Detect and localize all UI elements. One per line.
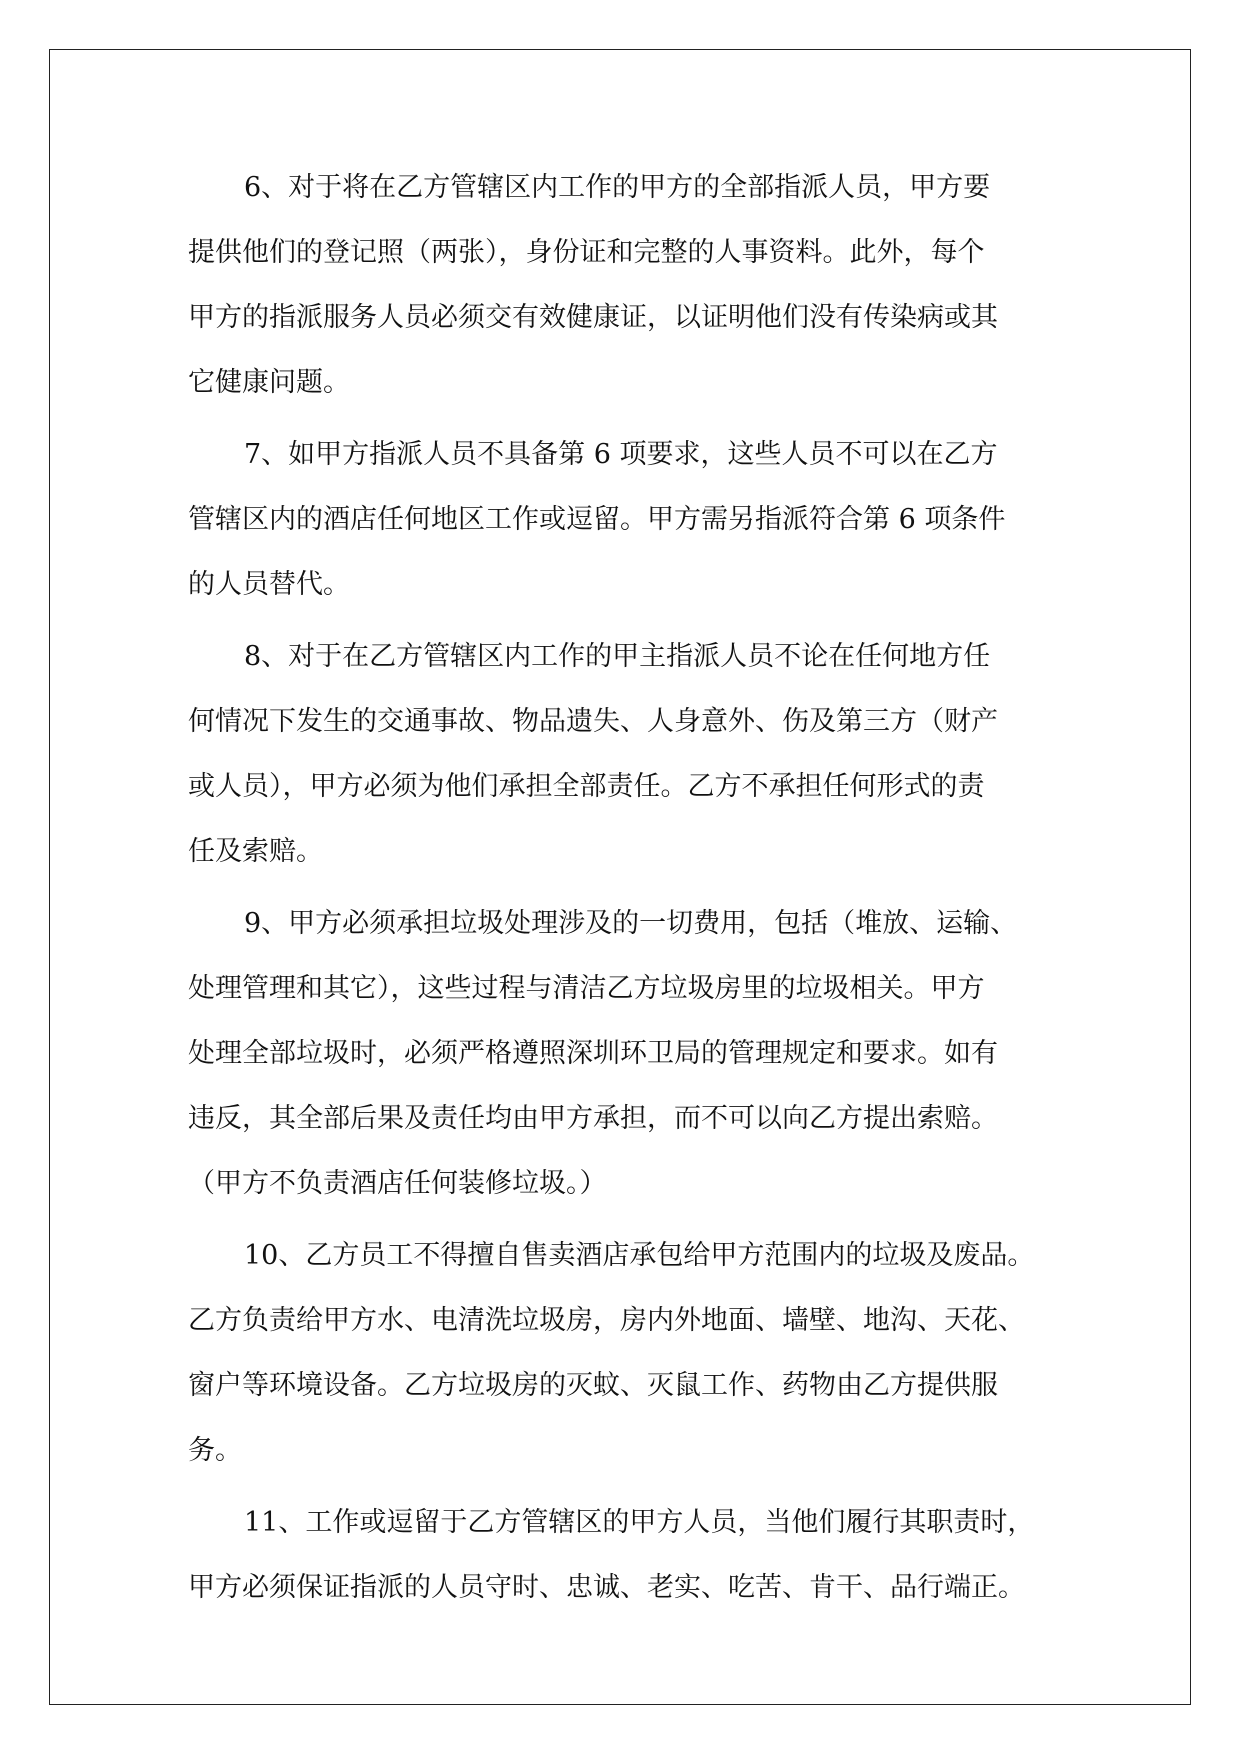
text-line: 7、如甲方指派人员不具备第 6 项要求，这些人员不可以在乙方 — [244, 439, 998, 470]
text-line: 提供他们的登记照（两张），身份证和完整的人事资料。此外，每个 — [188, 237, 985, 268]
text-line: 处理全部垃圾时，必须严格遵照深圳环卫局的管理规定和要求。如有 — [188, 1038, 998, 1069]
text-line: 任及索赔。 — [188, 836, 323, 867]
text-line: 的人员替代。 — [188, 569, 350, 600]
text-line: 或人员），甲方必须为他们承担全部责任。乙方不承担任何形式的责 — [188, 771, 985, 802]
text-line: 乙方负责给甲方水、电清洗垃圾房，房内外地面、墙壁、地沟、天花、 — [188, 1305, 1025, 1336]
text-line: 处理管理和其它），这些过程与清洁乙方垃圾房里的垃圾相关。甲方 — [188, 973, 985, 1004]
clause-10 — [188, 1223, 1056, 1483]
clause-8 — [188, 624, 1056, 884]
document-body — [188, 155, 1056, 1627]
text-line: 甲方的指派服务人员必须交有效健康证，以证明他们没有传染病或其 — [188, 302, 998, 333]
text-line: 11、工作或逗留于乙方管辖区的甲方人员，当他们履行其职责时， — [244, 1507, 1035, 1538]
clause-7 — [188, 422, 1056, 617]
text-line: （甲方不负责酒店任何装修垃圾。） — [188, 1168, 607, 1199]
clause-9 — [188, 891, 1056, 1216]
text-line: 务。 — [188, 1435, 242, 1466]
text-line: 10、乙方员工不得擅自售卖酒店承包给甲方范围内的垃圾及废品。 — [244, 1240, 1035, 1271]
text-line: 窗户等环境设备。乙方垃圾房的灭蚊、灭鼠工作、药物由乙方提供服 — [188, 1370, 998, 1401]
text-line: 违反，其全部后果及责任均由甲方承担，而不可以向乙方提出索赔。 — [188, 1103, 998, 1134]
text-line: 8、对于在乙方管辖区内工作的甲主指派人员不论在任何地方任 — [244, 641, 991, 672]
text-line: 何情况下发生的交通事故、物品遗失、人身意外、伤及第三方（财产 — [188, 706, 998, 737]
text-line: 它健康问题。 — [188, 367, 350, 398]
text-line: 管辖区内的酒店任何地区工作或逗留。甲方需另指派符合第 6 项条件 — [188, 504, 1006, 535]
clause-6 — [188, 155, 1056, 415]
text-line: 9、甲方必须承担垃圾处理涉及的一切费用，包括（堆放、运输、 — [244, 908, 1018, 939]
clause-11 — [188, 1490, 1056, 1620]
text-line: 6、对于将在乙方管辖区内工作的甲方的全部指派人员，甲方要 — [244, 172, 991, 203]
text-line: 甲方必须保证指派的人员守时、忠诚、老实、吃苦、肯干、品行端正。 — [188, 1572, 1025, 1603]
